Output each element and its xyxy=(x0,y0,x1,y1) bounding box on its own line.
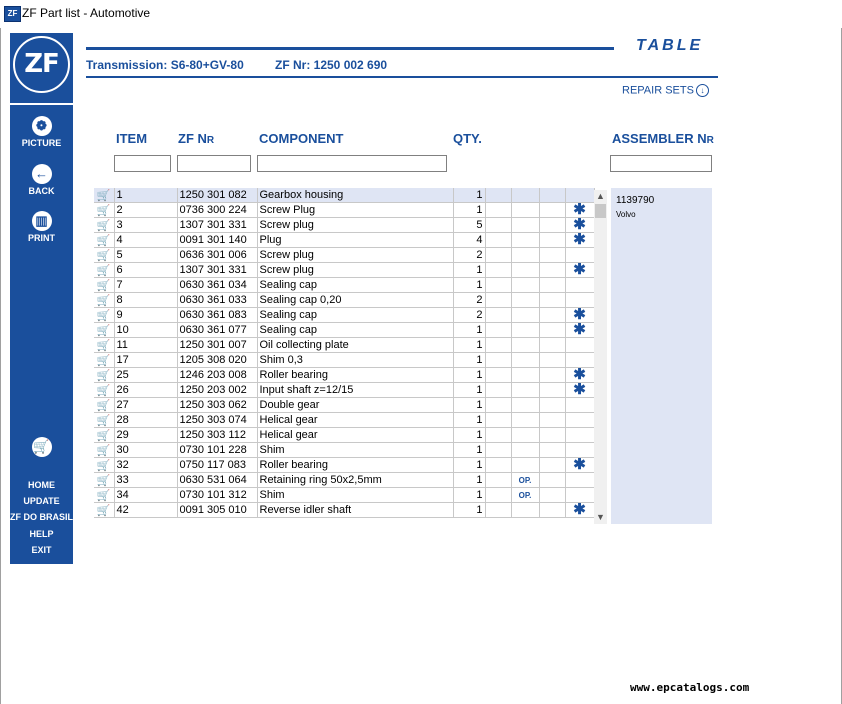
row-item: 42 xyxy=(114,503,177,518)
row-blank xyxy=(539,353,565,368)
table-row[interactable] xyxy=(94,503,594,518)
header-rule-top xyxy=(86,47,614,50)
assembler-panel xyxy=(611,188,712,524)
table-row[interactable] xyxy=(94,398,594,413)
row-blank xyxy=(539,323,565,338)
row-blank xyxy=(485,248,511,263)
row-qty: 1 xyxy=(453,383,485,398)
row-zf-nr: 1250 303 062 xyxy=(177,398,257,413)
table-row[interactable] xyxy=(94,353,594,368)
row-zf-nr: 0091 301 140 xyxy=(177,233,257,248)
row-item: 9 xyxy=(114,308,177,323)
row-blank xyxy=(539,308,565,323)
row-zf-nr: 0630 361 033 xyxy=(177,293,257,308)
row-qty: 1 xyxy=(453,503,485,518)
sidebar-divider xyxy=(10,103,73,105)
row-zf-nr: 0730 101 228 xyxy=(177,443,257,458)
page-title: TABLE xyxy=(636,37,704,54)
window-title: ZF Part list - Automotive xyxy=(22,6,151,20)
column-header-zf-nr xyxy=(178,131,214,146)
picture-label: PICTURE xyxy=(21,138,62,148)
row-zf-nr: 1250 301 007 xyxy=(177,338,257,353)
row-blank xyxy=(539,203,565,218)
sidebar xyxy=(10,33,73,564)
row-op-flag xyxy=(511,233,539,248)
row-item: 5 xyxy=(114,248,177,263)
row-zf-nr: 1205 308 020 xyxy=(177,353,257,368)
print-button[interactable] xyxy=(10,211,73,243)
row-star-flag: ✱ xyxy=(565,503,594,518)
row-blank xyxy=(485,503,511,518)
row-qty: 1 xyxy=(453,323,485,338)
row-component: Screw plug xyxy=(257,218,453,233)
row-star-flag xyxy=(565,293,594,308)
row-star-flag: ✱ xyxy=(565,203,594,218)
row-zf-nr: 1250 203 002 xyxy=(177,383,257,398)
row-component: Shim 0,3 xyxy=(257,353,453,368)
row-component: Screw plug xyxy=(257,248,453,263)
table-row[interactable] xyxy=(94,263,594,278)
table-row[interactable] xyxy=(94,383,594,398)
row-blank xyxy=(539,338,565,353)
row-blank xyxy=(485,368,511,383)
row-blank xyxy=(539,398,565,413)
row-blank xyxy=(539,473,565,488)
row-zf-nr: 1250 303 074 xyxy=(177,413,257,428)
row-item: 10 xyxy=(114,323,177,338)
row-blank xyxy=(485,413,511,428)
cart-icon[interactable]: 🛒 xyxy=(94,293,114,308)
row-star-flag: ✱ xyxy=(565,308,594,323)
print-icon: ▥ xyxy=(32,211,52,231)
row-component: Gearbox housing xyxy=(257,188,453,203)
row-star-flag: ✱ xyxy=(565,458,594,473)
column-header-item: ITEM xyxy=(116,131,148,146)
cart-icon[interactable]: 🛒 xyxy=(94,473,114,488)
cart-icon[interactable]: 🛒 xyxy=(94,338,114,353)
assembler-number: 1139790 xyxy=(616,195,655,206)
table-row[interactable] xyxy=(94,488,594,503)
row-op-flag xyxy=(511,308,539,323)
row-op-flag xyxy=(511,293,539,308)
row-item: 27 xyxy=(114,398,177,413)
row-qty: 1 xyxy=(453,353,485,368)
picture-icon: ❁ xyxy=(32,116,52,136)
component-filter-input[interactable] xyxy=(257,155,447,172)
row-blank xyxy=(539,188,565,203)
row-op-flag xyxy=(511,278,539,293)
row-item: 2 xyxy=(114,203,177,218)
repair-sets-link[interactable] xyxy=(622,84,709,97)
row-star-flag: ✱ xyxy=(565,233,594,248)
row-zf-nr: 1307 301 331 xyxy=(177,218,257,233)
table-row[interactable] xyxy=(94,308,594,323)
row-item: 33 xyxy=(114,473,177,488)
row-qty: 1 xyxy=(453,458,485,473)
table-row[interactable] xyxy=(94,203,594,218)
row-item: 26 xyxy=(114,383,177,398)
row-qty: 2 xyxy=(453,293,485,308)
row-component: Helical gear xyxy=(257,428,453,443)
column-header-component: COMPONENT xyxy=(259,131,344,146)
row-qty: 4 xyxy=(453,233,485,248)
zf-nr-filter-input[interactable] xyxy=(177,155,251,172)
row-blank xyxy=(485,383,511,398)
table-row[interactable] xyxy=(94,218,594,233)
row-zf-nr: 0630 531 064 xyxy=(177,473,257,488)
row-blank xyxy=(539,368,565,383)
table-row[interactable] xyxy=(94,188,594,203)
row-blank xyxy=(539,503,565,518)
row-component: Roller bearing xyxy=(257,368,453,383)
row-star-flag xyxy=(565,413,594,428)
table-row[interactable] xyxy=(94,233,594,248)
row-blank xyxy=(485,398,511,413)
row-zf-nr: 0630 361 077 xyxy=(177,323,257,338)
row-op-flag xyxy=(511,323,539,338)
row-qty: 1 xyxy=(453,203,485,218)
row-op-flag xyxy=(511,338,539,353)
transmission-label: Transmission: S6-80+GV-80 xyxy=(86,58,244,72)
table-row[interactable] xyxy=(94,413,594,428)
row-op-flag: OP. xyxy=(511,488,539,503)
row-blank xyxy=(485,473,511,488)
row-star-flag: ✱ xyxy=(565,383,594,398)
picture-button[interactable] xyxy=(10,116,73,148)
row-component: Shim xyxy=(257,488,453,503)
row-star-flag: ✱ xyxy=(565,218,594,233)
row-blank xyxy=(539,383,565,398)
cart-icon[interactable]: 🛒 xyxy=(94,278,114,293)
row-qty: 1 xyxy=(453,413,485,428)
row-zf-nr: 0750 117 083 xyxy=(177,458,257,473)
row-op-flag xyxy=(511,188,539,203)
row-blank xyxy=(539,443,565,458)
row-component: Sealing cap 0,20 xyxy=(257,293,453,308)
row-qty: 1 xyxy=(453,338,485,353)
column-header-qty: QTY. xyxy=(453,131,482,146)
back-button[interactable] xyxy=(10,164,73,196)
cart-icon[interactable]: 🛒 xyxy=(94,443,114,458)
row-zf-nr: 0630 361 083 xyxy=(177,308,257,323)
row-qty: 1 xyxy=(453,443,485,458)
scroll-up-icon[interactable]: ▲ xyxy=(596,191,605,201)
scroll-thumb[interactable] xyxy=(595,204,606,218)
row-blank xyxy=(539,278,565,293)
row-star-flag xyxy=(565,488,594,503)
row-op-flag xyxy=(511,503,539,518)
table-row[interactable] xyxy=(94,278,594,293)
table-row[interactable] xyxy=(94,338,594,353)
row-blank xyxy=(539,263,565,278)
row-qty: 1 xyxy=(453,188,485,203)
row-qty: 1 xyxy=(453,398,485,413)
row-star-flag xyxy=(565,248,594,263)
row-blank xyxy=(485,188,511,203)
column-header-assembler xyxy=(612,131,714,146)
row-blank xyxy=(485,308,511,323)
cart-icon[interactable]: 🛒 xyxy=(94,218,114,233)
row-op-flag xyxy=(511,353,539,368)
row-zf-nr: 0730 101 312 xyxy=(177,488,257,503)
cart-icon[interactable]: 🛒 xyxy=(94,503,114,518)
home-link[interactable]: HOME xyxy=(28,480,55,490)
down-arrow-icon: ↓ xyxy=(696,84,709,97)
shopping-cart-button[interactable] xyxy=(10,437,73,459)
row-blank xyxy=(485,428,511,443)
row-star-flag xyxy=(565,428,594,443)
row-zf-nr: 0091 305 010 xyxy=(177,503,257,518)
row-component: Double gear xyxy=(257,398,453,413)
row-component: Plug xyxy=(257,233,453,248)
row-blank xyxy=(539,248,565,263)
row-op-flag xyxy=(511,368,539,383)
row-blank xyxy=(485,443,511,458)
row-item: 11 xyxy=(114,338,177,353)
row-zf-nr: 1307 301 331 xyxy=(177,263,257,278)
table-row[interactable] xyxy=(94,368,594,383)
table-scrollbar[interactable] xyxy=(594,190,607,524)
row-op-flag xyxy=(511,428,539,443)
row-star-flag: ✱ xyxy=(565,263,594,278)
row-component: Retaining ring 50x2,5mm xyxy=(257,473,453,488)
row-qty: 2 xyxy=(453,308,485,323)
update-link[interactable]: UPDATE xyxy=(23,496,60,506)
zf-logo-mark: ZF xyxy=(13,36,70,93)
row-blank xyxy=(485,458,511,473)
row-blank xyxy=(539,293,565,308)
cart-icon[interactable]: 🛒 xyxy=(94,413,114,428)
row-op-flag xyxy=(511,413,539,428)
assembler-text: ASSEMBLER N xyxy=(612,131,707,146)
title-bar xyxy=(0,0,842,28)
row-qty: 1 xyxy=(453,368,485,383)
row-zf-nr: 1250 301 082 xyxy=(177,188,257,203)
exit-link[interactable]: EXIT xyxy=(31,545,52,555)
item-filter-input[interactable] xyxy=(114,155,171,172)
row-component: Reverse idler shaft xyxy=(257,503,453,518)
cart-icon[interactable]: 🛒 xyxy=(94,428,114,443)
window-border-left xyxy=(0,28,1,704)
cart-icon[interactable]: 🛒 xyxy=(94,368,114,383)
row-item: 30 xyxy=(114,443,177,458)
table-row[interactable] xyxy=(94,473,594,488)
row-item: 4 xyxy=(114,233,177,248)
header-rule-bottom xyxy=(86,76,718,78)
row-blank xyxy=(539,458,565,473)
row-component: Screw plug xyxy=(257,263,453,278)
row-blank xyxy=(485,263,511,278)
row-qty: 1 xyxy=(453,488,485,503)
row-item: 3 xyxy=(114,218,177,233)
cart-icon[interactable]: 🛒 xyxy=(94,233,114,248)
row-zf-nr: 0736 300 224 xyxy=(177,203,257,218)
row-op-flag: OP. xyxy=(511,473,539,488)
row-component: Sealing cap xyxy=(257,308,453,323)
row-star-flag xyxy=(565,278,594,293)
row-op-flag xyxy=(511,203,539,218)
row-zf-nr: 0636 301 006 xyxy=(177,248,257,263)
parts-table xyxy=(94,188,595,518)
table-row[interactable] xyxy=(94,293,594,308)
row-star-flag: ✱ xyxy=(565,323,594,338)
row-component: Sealing cap xyxy=(257,278,453,293)
cart-icon[interactable]: 🛒 xyxy=(94,398,114,413)
row-op-flag xyxy=(511,218,539,233)
back-arrow-icon: ← xyxy=(32,164,52,184)
row-blank xyxy=(485,353,511,368)
row-op-flag xyxy=(511,443,539,458)
cart-icon[interactable]: 🛒 xyxy=(94,203,114,218)
row-blank xyxy=(485,323,511,338)
row-qty: 1 xyxy=(453,428,485,443)
row-component: Input shaft z=12/15 xyxy=(257,383,453,398)
row-qty: 1 xyxy=(453,278,485,293)
row-item: 1 xyxy=(114,188,177,203)
row-op-flag xyxy=(511,248,539,263)
row-item: 34 xyxy=(114,488,177,503)
row-blank xyxy=(539,413,565,428)
cart-icon[interactable]: 🛒 xyxy=(94,383,114,398)
row-op-flag xyxy=(511,263,539,278)
row-item: 8 xyxy=(114,293,177,308)
row-op-flag xyxy=(511,398,539,413)
table-row[interactable] xyxy=(94,458,594,473)
row-blank xyxy=(485,293,511,308)
row-star-flag xyxy=(565,398,594,413)
row-item: 17 xyxy=(114,353,177,368)
back-label: BACK xyxy=(28,186,55,196)
row-star-flag: ✱ xyxy=(565,368,594,383)
table-row[interactable] xyxy=(94,323,594,338)
assembler-name: Volvo xyxy=(616,210,636,219)
row-component: Helical gear xyxy=(257,413,453,428)
row-star-flag xyxy=(565,473,594,488)
row-blank xyxy=(485,278,511,293)
row-item: 32 xyxy=(114,458,177,473)
cart-icon[interactable]: 🛒 xyxy=(94,248,114,263)
cart-icon[interactable]: 🛒 xyxy=(94,323,114,338)
row-component: Sealing cap xyxy=(257,323,453,338)
repair-sets-label: REPAIR SETS xyxy=(622,84,694,97)
cart-icon[interactable]: 🛒 xyxy=(94,458,114,473)
cart-icon[interactable]: 🛒 xyxy=(94,353,114,368)
row-blank xyxy=(485,203,511,218)
row-item: 29 xyxy=(114,428,177,443)
row-item: 7 xyxy=(114,278,177,293)
row-component: Screw Plug xyxy=(257,203,453,218)
zf-nr-text: ZF N xyxy=(178,131,207,146)
row-item: 28 xyxy=(114,413,177,428)
scroll-down-icon[interactable]: ▼ xyxy=(596,512,605,522)
row-qty: 2 xyxy=(453,248,485,263)
row-op-flag xyxy=(511,383,539,398)
help-link[interactable]: HELP xyxy=(29,529,54,539)
row-op-flag xyxy=(511,458,539,473)
cart-icon[interactable]: 🛒 xyxy=(94,263,114,278)
row-zf-nr: 0630 361 034 xyxy=(177,278,257,293)
app-icon: ZF xyxy=(4,6,21,22)
row-component: Roller bearing xyxy=(257,458,453,473)
row-blank xyxy=(539,233,565,248)
cart-icon[interactable]: 🛒 xyxy=(94,188,114,203)
watermark-footer: www.epcatalogs.com xyxy=(630,681,750,694)
assembler-suffix: R xyxy=(706,135,714,146)
row-star-flag xyxy=(565,188,594,203)
print-label: PRINT xyxy=(28,233,55,243)
row-star-flag xyxy=(565,353,594,368)
row-blank xyxy=(539,428,565,443)
row-component: Shim xyxy=(257,443,453,458)
row-star-flag xyxy=(565,338,594,353)
table-row[interactable] xyxy=(94,428,594,443)
row-qty: 1 xyxy=(453,473,485,488)
cart-icon[interactable]: 🛒 xyxy=(94,308,114,323)
row-blank xyxy=(485,233,511,248)
row-component: Oil collecting plate xyxy=(257,338,453,353)
row-star-flag xyxy=(565,443,594,458)
zf-number-label: ZF Nr: 1250 002 690 xyxy=(275,58,388,72)
cart-icon[interactable]: 🛒 xyxy=(94,488,114,503)
zf-do-brasil-link[interactable]: ZF DO BRASIL xyxy=(10,512,73,522)
row-item: 6 xyxy=(114,263,177,278)
row-qty: 1 xyxy=(453,263,485,278)
row-qty: 5 xyxy=(453,218,485,233)
row-blank xyxy=(485,338,511,353)
row-blank xyxy=(485,488,511,503)
row-zf-nr: 1246 203 008 xyxy=(177,368,257,383)
zf-logo xyxy=(10,33,73,96)
table-row[interactable] xyxy=(94,248,594,263)
row-zf-nr: 1250 303 112 xyxy=(177,428,257,443)
row-item: 25 xyxy=(114,368,177,383)
row-blank xyxy=(539,488,565,503)
assembler-filter-input[interactable] xyxy=(610,155,712,172)
row-blank xyxy=(539,218,565,233)
table-row[interactable] xyxy=(94,443,594,458)
row-blank xyxy=(485,218,511,233)
zf-nr-suffix: R xyxy=(206,135,215,146)
cart-icon: 🛒 xyxy=(32,437,52,457)
